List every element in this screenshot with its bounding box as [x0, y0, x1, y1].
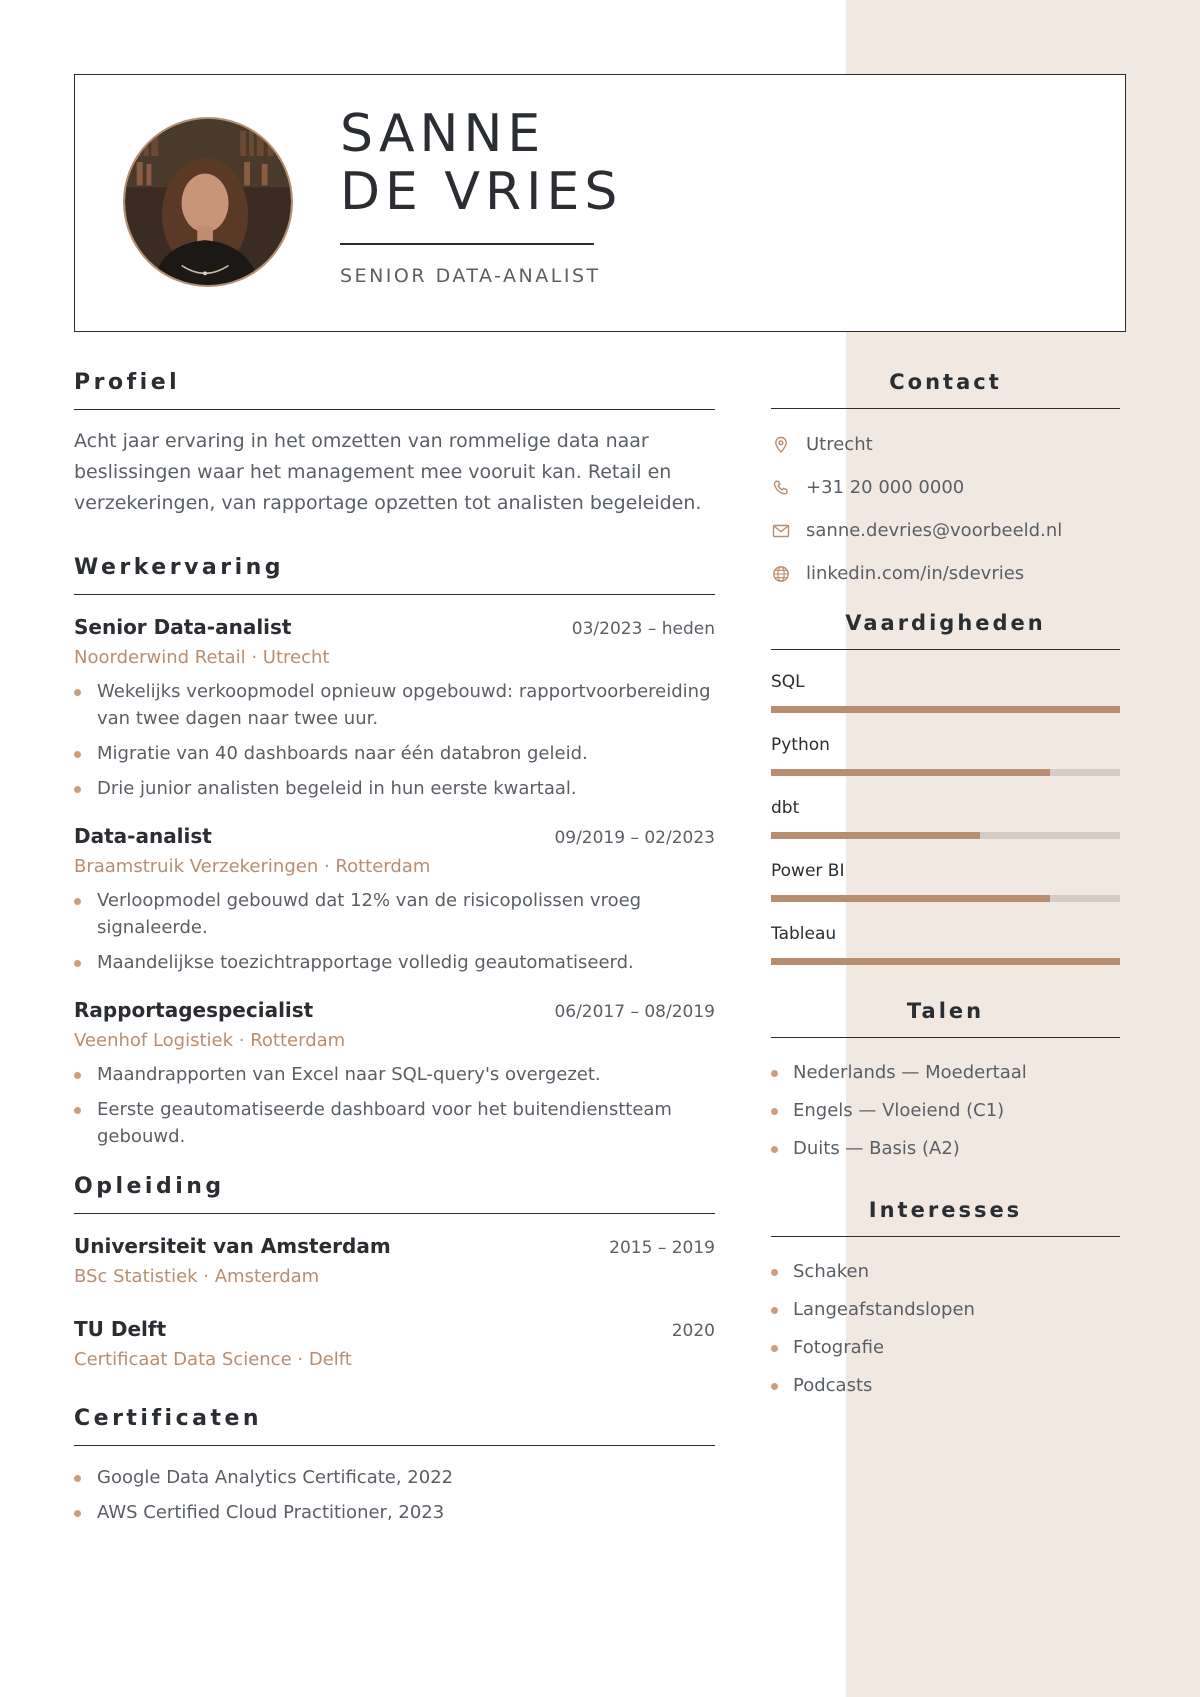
interests-section — [771, 1198, 1120, 1405]
interest-item: Podcasts — [771, 1367, 1120, 1405]
skills-section — [771, 611, 1120, 965]
interest-item: Langeafstandslopen — [771, 1291, 1120, 1329]
job-bullet: Verloopmodel gebouwd dat 12% van de risicopolissen vroeg signaleerde. — [74, 887, 715, 941]
job-entry-dates: 03/2023 – heden — [571, 619, 715, 639]
globe-icon — [771, 564, 791, 584]
skill-name: Python — [771, 735, 830, 755]
contact-location — [771, 423, 1120, 466]
job-entry-title: Data-analist — [74, 824, 212, 848]
mail-icon — [771, 521, 791, 541]
profile-text: Acht jaar ervaring in het omzetten van rommelige data naar beslissingen waar het management mee vooruit kan. Retail en verzekeringen, van rapportage opzetten tot analisten begeleiden. — [74, 430, 702, 514]
job-bullet: Maandrapporten van Excel naar SQL-query's overgezet. — [74, 1061, 715, 1088]
job-entry-title: Rapportagespecialist — [74, 998, 314, 1022]
header-box — [74, 74, 1126, 332]
skill-name: SQL — [771, 672, 805, 692]
skill-bar — [771, 832, 1120, 839]
section-heading-education: Opleiding — [74, 1174, 715, 1214]
experience-section — [74, 555, 715, 1150]
skill-item — [771, 924, 1120, 965]
skill-bar-fill — [771, 769, 1050, 776]
section-heading-experience: Werkervaring — [74, 555, 715, 595]
contact-location-text: Utrecht — [806, 434, 873, 455]
contact-phone-text: +31 20 000 0000 — [806, 477, 965, 498]
job-bullet: Maandelijkse toezichtrapportage volledig geautomatiseerd. — [74, 949, 715, 976]
language-item: Nederlands — Moedertaal — [771, 1054, 1120, 1092]
job-title: SENIOR DATA-ANALIST — [340, 265, 601, 287]
job-entry-company: Veenhof Logistiek · Rotterdam — [74, 1030, 346, 1051]
job-entry-title: Senior Data-analist — [74, 615, 292, 639]
skill-name: dbt — [771, 798, 800, 818]
skill-bar-fill — [771, 706, 1120, 713]
first-name: SANNE — [340, 104, 546, 164]
skill-item — [771, 735, 1120, 776]
section-heading-skills: Vaardigheden — [771, 611, 1120, 650]
skill-name: Tableau — [771, 924, 837, 944]
section-heading-interests: Interesses — [771, 1198, 1120, 1237]
section-heading-profile: Profiel — [74, 370, 715, 410]
job-bullet: Migratie van 40 dashboards naar één databron geleid. — [74, 740, 715, 767]
skill-bar — [771, 769, 1120, 776]
job-bullet: Drie junior analisten begeleid in hun eerste kwartaal. — [74, 775, 715, 802]
certificates-section — [74, 1406, 715, 1526]
section-heading-languages: Talen — [771, 999, 1120, 1038]
skill-bar — [771, 895, 1120, 902]
contact-section — [771, 370, 1120, 595]
section-heading-certificates: Certificaten — [74, 1406, 715, 1446]
interest-item: Fotografie — [771, 1329, 1120, 1367]
section-heading-contact: Contact — [771, 370, 1120, 409]
sidebar — [771, 370, 1120, 1405]
skill-bar-fill — [771, 832, 980, 839]
skill-item — [771, 861, 1120, 902]
education-school: Universiteit van Amsterdam — [74, 1234, 391, 1258]
skill-bar-fill — [771, 958, 1120, 965]
skill-name: Power BI — [771, 861, 845, 881]
job-entry — [74, 824, 715, 976]
skill-bar-fill — [771, 895, 1050, 902]
skill-item — [771, 798, 1120, 839]
contact-email[interactable] — [771, 509, 1120, 552]
job-entry-dates: 09/2019 – 02/2023 — [554, 828, 715, 848]
contact-phone — [771, 466, 1120, 509]
education-dates: 2020 — [671, 1321, 715, 1341]
profile-section — [74, 370, 715, 519]
education-detail: Certificaat Data Science · Delft — [74, 1349, 352, 1370]
job-entry — [74, 998, 715, 1150]
skill-item — [771, 672, 1120, 713]
job-entry-company: Noorderwind Retail · Utrecht — [74, 647, 330, 668]
education-entry — [74, 1317, 715, 1370]
language-item: Engels — Vloeiend (C1) — [771, 1092, 1120, 1130]
skill-bar — [771, 958, 1120, 965]
name-divider — [340, 243, 594, 245]
contact-website-text[interactable]: linkedin.com/in/sdevries — [806, 563, 1025, 584]
education-detail: BSc Statistiek · Amsterdam — [74, 1266, 320, 1287]
contact-website[interactable] — [771, 552, 1120, 595]
location-pin-icon — [771, 435, 791, 455]
interest-item: Schaken — [771, 1253, 1120, 1291]
job-bullet: Wekelijks verkoopmodel opnieuw opgebouwd: rapportvoorbereiding van twee dagen naar twee uur. — [74, 678, 715, 732]
certificate-item: Google Data Analytics Certificate, 2022 — [74, 1464, 715, 1491]
skill-bar — [771, 706, 1120, 713]
job-entry — [74, 615, 715, 802]
language-item: Duits — Basis (A2) — [771, 1130, 1120, 1168]
education-dates: 2015 – 2019 — [609, 1238, 715, 1258]
contact-email-text[interactable]: sanne.devries@voorbeeld.nl — [806, 520, 1063, 541]
certificate-item: AWS Certified Cloud Practitioner, 2023 — [74, 1499, 715, 1526]
job-entry-dates: 06/2017 – 08/2019 — [554, 1002, 715, 1022]
job-bullet: Eerste geautomatiseerde dashboard voor het buitendienstteam gebouwd. — [74, 1096, 715, 1150]
education-entry — [74, 1234, 715, 1287]
education-school: TU Delft — [74, 1317, 167, 1341]
avatar — [123, 117, 293, 287]
job-entry-company: Braamstruik Verzekeringen · Rotterdam — [74, 856, 431, 877]
education-section — [74, 1174, 715, 1370]
languages-section — [771, 999, 1120, 1168]
last-name: DE VRIES — [340, 162, 623, 222]
phone-icon — [771, 478, 791, 498]
main-column — [74, 370, 715, 1534]
